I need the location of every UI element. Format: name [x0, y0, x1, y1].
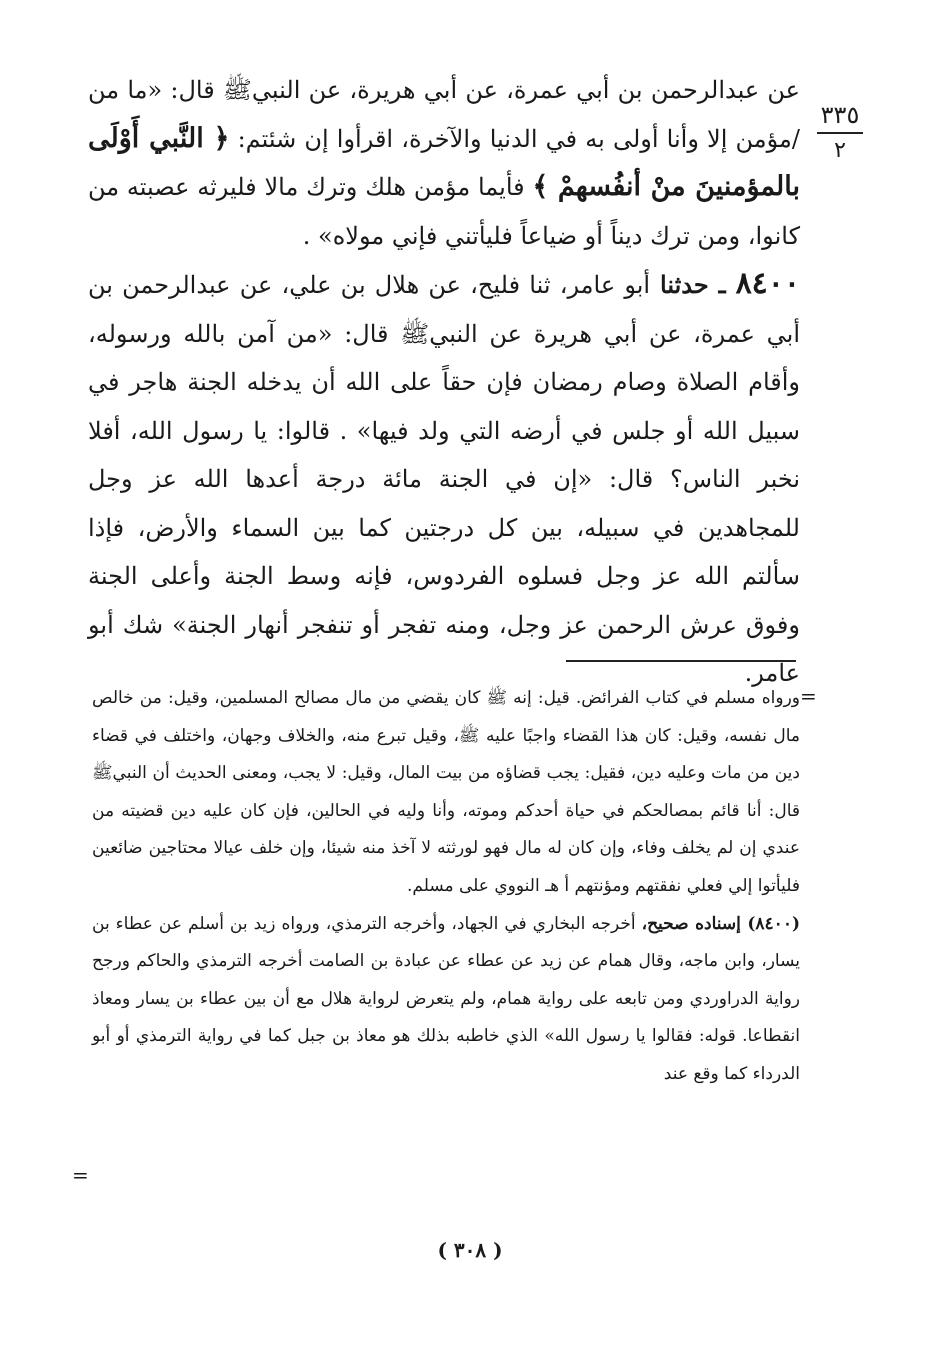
quran-quote: ﴿ النَّبي أَوْلَى بالمؤمنينَ منْ أنفُسهمْ ﴾: [88, 122, 801, 202]
footnote-text: أخرجه البخاري في الجهاد، وأخرجه الترمذي، ورواه زيد بن أسلم عن عطاء بن يسار، وابن ماجه، وقال همام عن زيد عن عطاء عن عبادة بن الصامت أخرجه الترمذي والحاكم ورجح رواية الدراوردي ومن تابعه على رواية همام، ولم يتعرض لرواية هلال مع أن بين عطاء بن يسار ومعاذ انقطاعا. قوله: فقالوا يا رسول الله» الذي خاطبه بذلك هو معاذ بن جبل كما في رواية الترمذي أو أبو الدرداء كما وقع عند: [92, 913, 800, 1084]
page-number: ( ٣٠٨ ): [437, 1238, 503, 1262]
footnote-separator: [566, 660, 796, 662]
margin-rule: [817, 132, 863, 134]
margin-volume-number: ٢: [834, 138, 846, 163]
margin-page-number: ٣٣٥: [820, 101, 860, 129]
hadith-previous-text-b: فأيما مؤمن هلك وترك مالا فليرثه عصبته من كانوا، ومن ترك ديناً أو ضياعاً فليأتني فإني مولاه» .: [88, 173, 800, 250]
hadith-text: أبو عامر، ثنا فليح، عن هلال بن علي، عن عبدالرحمن بن أبي عمرة، عن أبي هريرة عن النبيﷺ قال: «من آمن بالله ورسوله، وأقام الصلاة وصام رمضان فإن حقاً على الله أن يدخله الجنة هاجر في سبيل الله أو جلس في أرضه التي ولد فيها» . قالوا: يا رسول الله، أفلا نخبر الناس؟ قال: «إن في الجنة مائة درجة أعدها الله عز وجل للمجاهدين في سبيله، بين كل درجتين كما بين السماء والأرض، فإذا سألتم الله عز وجل فسلوه الفردوس، فإنه وسط الجنة وأعلى الجنة وفوق عرش الرحمن عز وجل، ومنه تفجر أو تنفجر أنهار الجنة» شك أبو عامر.: [88, 271, 800, 687]
continues-next-page-mark: =: [72, 1163, 89, 1187]
hadith-previous-text-a: عن عبدالرحمن بن أبي عمرة، عن أبي هريرة، عن النبيﷺ قال: «ما من /مؤمن إلا وأنا أولى به في الدنيا والآخرة، اقرأوا إن شئتم:: [88, 76, 800, 153]
footnote-ref: (٨٤٠٠) إسناده صحيح،: [641, 913, 800, 934]
continuation-mark: =: [800, 684, 817, 708]
footnote-continued: ورواه مسلم في كتاب الفرائض. قيل: إنه ﷺ كان يقضي من مال مصالح المسلمين، وقيل: من خالص مال نفسه، وقيل: كان هذا القضاء واجبًا عليه ﷺ، وقيل تبرع منه، والخلاف وجهان، واختلف في قضاء دين من مات وعليه دين، فقيل: يجب قضاؤه من بيت المال، وقيل: لا يجب، ومعنى الحديث أن النبيﷺ قال: أنا قائم بمصالحكم في حياة أحدكم وموته، وأنا وليه في الحالين، فإن كان عليه دين قضيته من عندي إن لم يخلف وفاء، وإن كان له مال فهو لورثته لا آخذ منه شيئا، وإن خلف عيالا محتاجين ضائعين فليأتوا إلي فعلي نفقتهم ومؤنتهم أ هـ النووي على مسلم.: [92, 688, 800, 896]
main-text: [88, 66, 800, 698]
footnote-8400: [92, 906, 800, 1094]
hadith-number: ٨٤٠٠: [735, 266, 801, 301]
margin-reference: [812, 100, 868, 166]
hadith-previous-end: [88, 66, 800, 260]
hadith-lead: ـ حدثنا: [650, 270, 736, 299]
hadith-8400: [88, 260, 800, 698]
footnotes: [92, 680, 800, 1094]
